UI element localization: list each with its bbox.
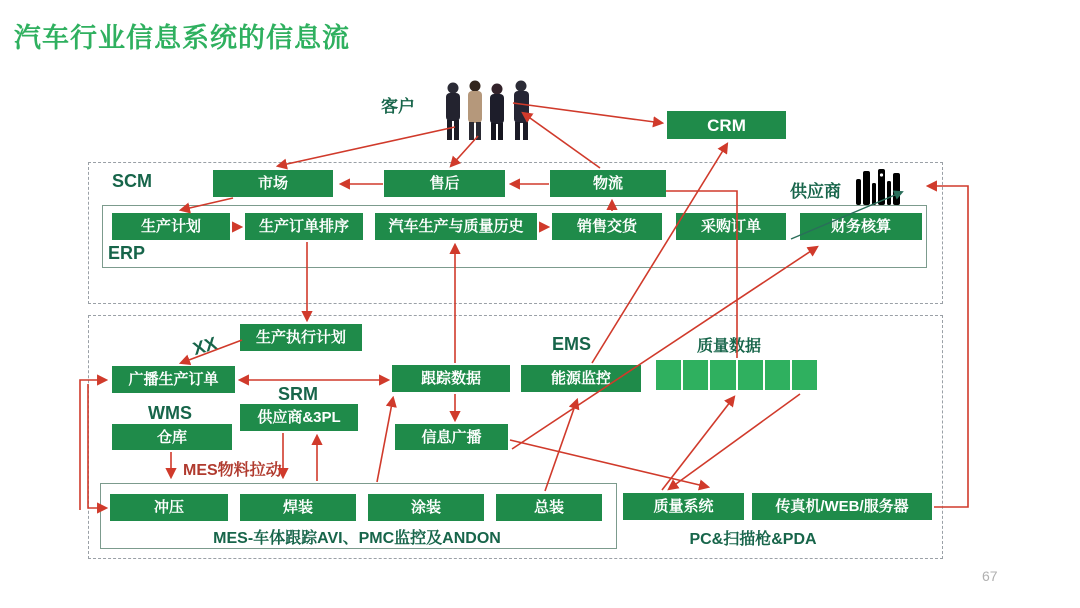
node-purchase-order: 采购订单	[676, 213, 786, 240]
ems-label: EMS	[552, 334, 592, 354]
xx-label: XX	[190, 333, 220, 359]
node-production-quality-history: 汽车生产与质量历史	[375, 213, 537, 240]
node-after-sales: 售后	[384, 170, 505, 197]
person-1	[446, 83, 460, 141]
person-2	[468, 81, 482, 141]
node-market: 市场	[213, 170, 333, 197]
node-stamping: 冲压	[110, 494, 228, 521]
node-warehouse: 仓库	[112, 424, 232, 450]
node-production-plan: 生产计划	[112, 213, 230, 240]
erp-label: ERP	[108, 243, 146, 263]
node-broadcast-production-order: 广播生产订单	[112, 366, 235, 393]
node-fax-web-server: 传真机/WEB/服务器	[752, 493, 932, 520]
srm-label: SRM	[278, 384, 318, 404]
node-welding: 焊装	[240, 494, 356, 521]
node-tracking-data: 跟踪数据	[392, 365, 510, 392]
node-energy-monitoring: 能源监控	[521, 365, 641, 392]
quality-bar-segment	[710, 360, 735, 390]
node-financial-accounting: 财务核算	[800, 213, 922, 240]
quality-bar-segment	[683, 360, 708, 390]
person-4	[514, 81, 529, 141]
node-logistics: 物流	[550, 170, 666, 197]
wms-label: WMS	[148, 403, 192, 423]
quality-bar-segment	[765, 360, 790, 390]
page-title: 汽车行业信息系统的信息流	[14, 23, 350, 53]
pc-scanner-pda-label: PC&扫描枪&PDA	[689, 531, 817, 548]
node-order-sequencing: 生产订单排序	[245, 213, 363, 240]
city-buildings-icon	[856, 167, 900, 205]
person-3	[490, 84, 504, 141]
quality-data-label: 质量数据	[697, 338, 762, 355]
quality-data-bar	[656, 360, 817, 390]
node-painting: 涂装	[368, 494, 484, 521]
node-quality-system: 质量系统	[623, 493, 744, 520]
page-number: 67	[982, 568, 998, 584]
quality-bar-segment	[738, 360, 763, 390]
scm-label: SCM	[112, 171, 152, 191]
quality-bar-segment	[792, 360, 817, 390]
mes-caption: MES-车体跟踪AVI、PMC监控及ANDON	[213, 530, 501, 547]
business-people-photo	[443, 80, 535, 142]
node-production-execution-plan: 生产执行计划	[240, 324, 362, 351]
quality-bar-segment	[656, 360, 681, 390]
node-crm: CRM	[667, 111, 786, 139]
mes-material-pull-label: MES物料拉动	[183, 462, 282, 479]
node-final-assembly: 总装	[496, 494, 602, 521]
node-supplier-3pl: 供应商&3PL	[240, 404, 358, 431]
node-info-broadcast: 信息广播	[395, 424, 508, 450]
supplier-label: 供应商	[790, 182, 841, 201]
node-sales-delivery: 销售交货	[552, 213, 662, 240]
customer-label: 客户	[381, 97, 415, 116]
